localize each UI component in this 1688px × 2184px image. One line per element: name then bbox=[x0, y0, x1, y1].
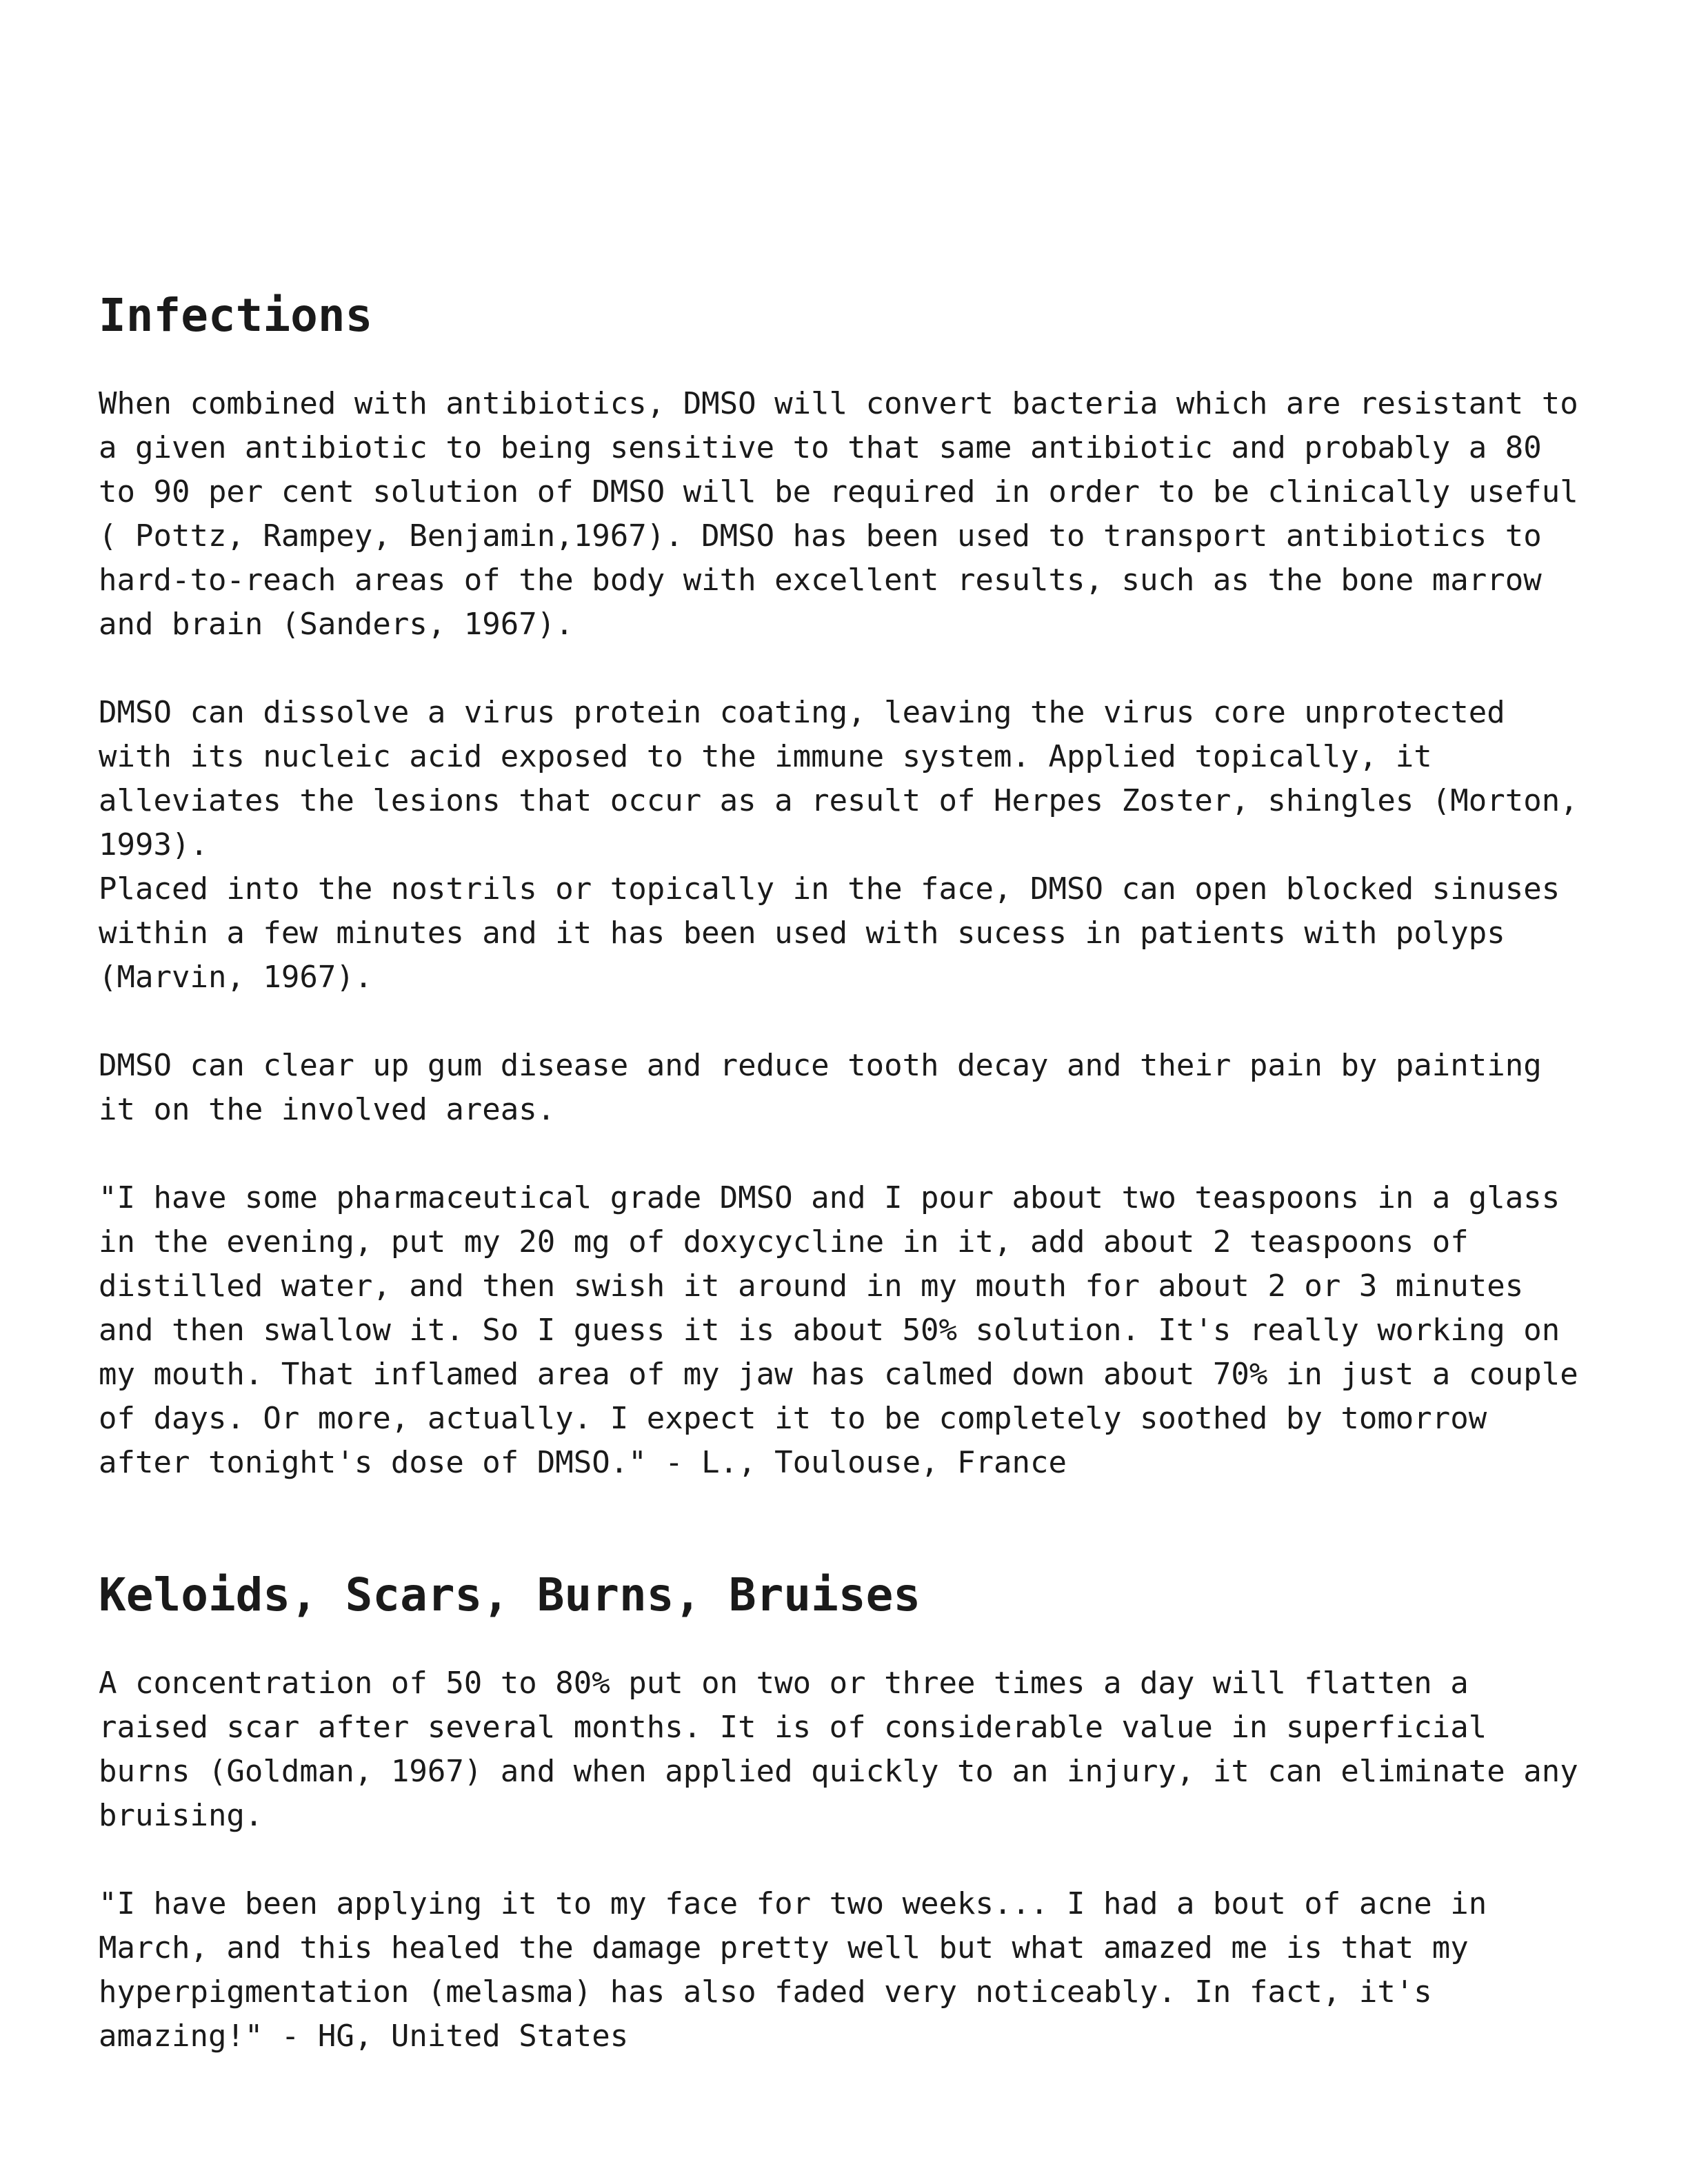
paragraph-virus-sinuses: DMSO can dissolve a virus protein coating, leaving the virus core unprotected with its nucleic acid exposed to the immune system. Applied topically, it alleviates the lesions that occur as a result of Herpes Zoster, shingles (Morton, 1993). Placed into the nostrils or topically in the face, DMSO can open blocked sinuses within a few minutes and it has been used with sucess in patients with polyps (Marvin, 1967). bbox=[99, 695, 1578, 995]
spacer bbox=[99, 1000, 1616, 1044]
section-heading-keloids: Keloids, Scars, Burns, Bruises bbox=[99, 1568, 921, 1621]
spacer bbox=[99, 1132, 1616, 1176]
spacer bbox=[99, 338, 1616, 382]
spacer bbox=[99, 1485, 1616, 1573]
document-page bbox=[99, 289, 1616, 2059]
testimonial-united-states: "I have been applying it to my face for two weeks... I had a bout of acne in March, and this healed the damage pretty well but what amazed me is that my hyperpigmentation (melasma) has also faded very noticeably. In fact, it's amazing!" - HG, United States bbox=[99, 1886, 1487, 2054]
paragraph-antibiotics: When combined with antibiotics, DMSO will convert bacteria which are resistant to a given antibiotic to being sensitive to that same antibiotic and probably a 80 to 90 per cent solution of DMSO will be required in order to be clinically useful ( Pottz, Rampey, Benjamin,1967). DMSO has been used to transport antibiotics to hard-to-reach areas of the body with excellent results, such as the bone marrow and brain (Sanders, 1967). bbox=[99, 386, 1578, 642]
paragraph-scars-burns: A concentration of 50 to 80% put on two or three times a day will flatten a raised scar after several months. It is of considerable value in superficial burns (Goldman, 1967) and when applied quickly to an injury, it can eliminate any bruising. bbox=[99, 1666, 1578, 1833]
section-heading-infections: Infections bbox=[99, 289, 373, 342]
testimonial-toulouse: "I have some pharmaceutical grade DMSO and I pour about two teaspoons in a glass in the evening, put my 20 mg of doxycycline in it, add about 2 teaspoons of distilled water, and then swish it around in my mouth for about 2 or 3 minutes and then swallow it. So I guess it is about 50% solution. It's really working on my mouth. That inflamed area of my jaw has calmed down about 70% in just a couple of days. Or more, actually. I expect it to be completely soothed by tomorrow after tonight's dose of DMSO." - L., Toulouse, France bbox=[99, 1180, 1578, 1480]
spacer bbox=[99, 1838, 1616, 1882]
paragraph-gum-disease: DMSO can clear up gum disease and reduce tooth decay and their pain by painting it on the involved areas. bbox=[99, 1048, 1542, 1127]
spacer bbox=[99, 647, 1616, 691]
spacer bbox=[99, 1617, 1616, 1661]
